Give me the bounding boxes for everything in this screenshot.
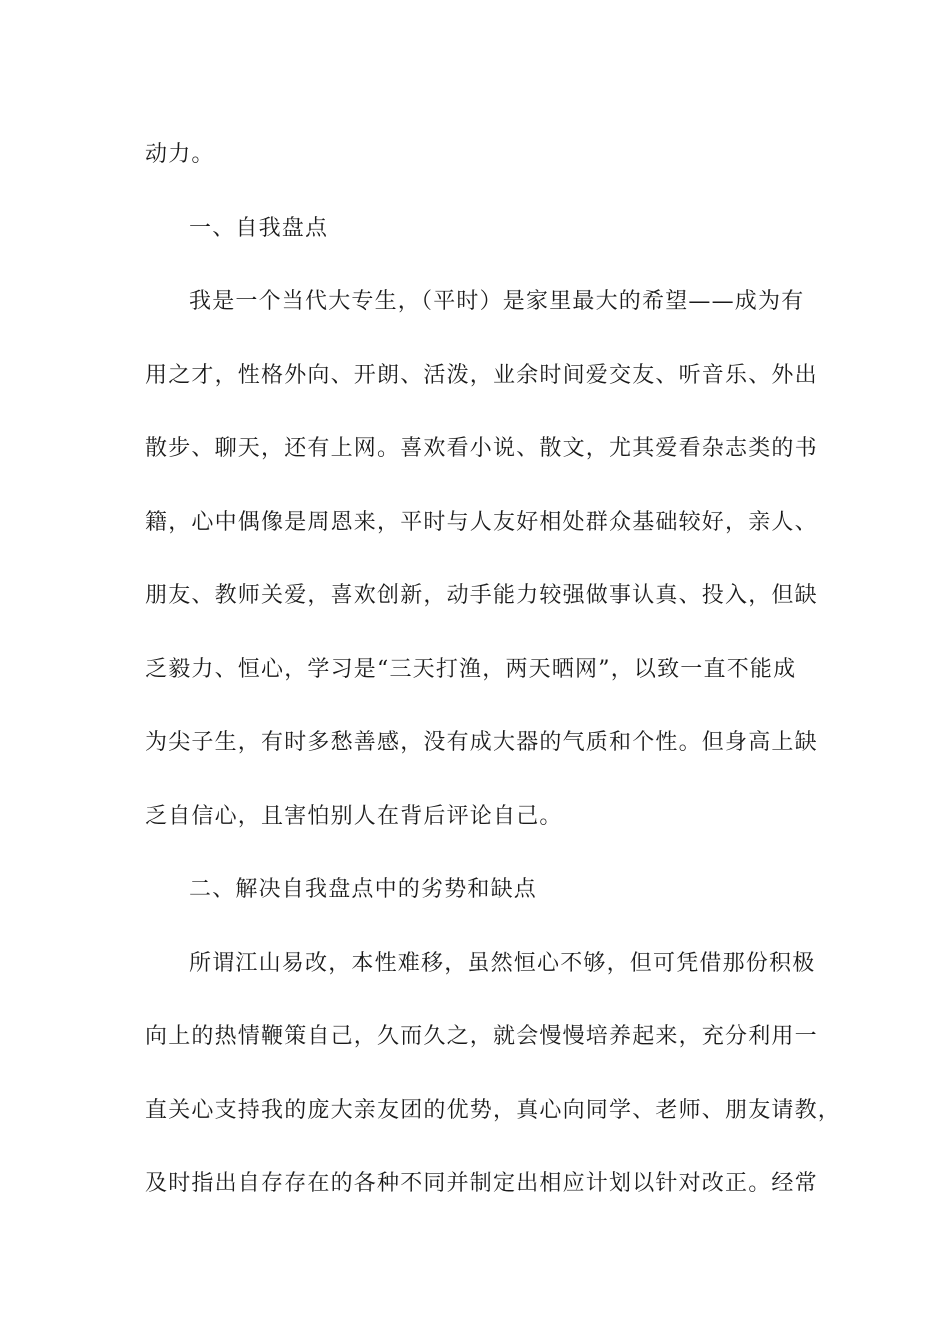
- text-line: 我是一个当代大专生，（平时）是家里最大的希望——成为有: [189, 289, 805, 314]
- text-line: 散步、聊天，还有上网。喜欢看小说、散文，尤其爱看杂志类的书: [145, 436, 818, 461]
- text-line: 一、自我盘点: [189, 215, 329, 241]
- text-line: 动力。: [145, 142, 215, 167]
- text-line: 用之才，性格外向、开朗、活泼，业余时间爱交友、听音乐、外出: [145, 362, 818, 388]
- text-line: 朋友、教师关爱，喜欢创新，动手能力较强做事认真、投入，但缺: [145, 583, 818, 608]
- text-line: 为尖子生，有时多愁善感，没有成大器的气质和个性。但身高上缺: [145, 730, 818, 755]
- text-line: 乏毅力、恒心，学习是“三天打渔，两天晒网”，以致一直不能成: [145, 656, 797, 682]
- text-line: 二、解决自我盘点中的劣势和缺点: [189, 877, 538, 902]
- text-line: 籍，心中偶像是周恩来，平时与人友好相处群众基础较好，亲人、: [145, 509, 818, 535]
- text-line: 向上的热情鞭策自己，久而久之，就会慢慢培养起来，充分利用一: [145, 1024, 818, 1049]
- document-body: [145, 118, 842, 1221]
- text-line: 直关心支持我的庞大亲友团的优势，真心向同学、老师、朋友请教，: [145, 1097, 842, 1123]
- text-line: 及时指出自存存在的各种不同并制定出相应计划以针对改正。经常: [145, 1171, 818, 1196]
- text-line: 乏自信心，且害怕别人在背后评论自己。: [145, 803, 563, 829]
- text-line: 所谓江山易改，本性难移，虽然恒心不够，但可凭借那份积极: [189, 950, 816, 976]
